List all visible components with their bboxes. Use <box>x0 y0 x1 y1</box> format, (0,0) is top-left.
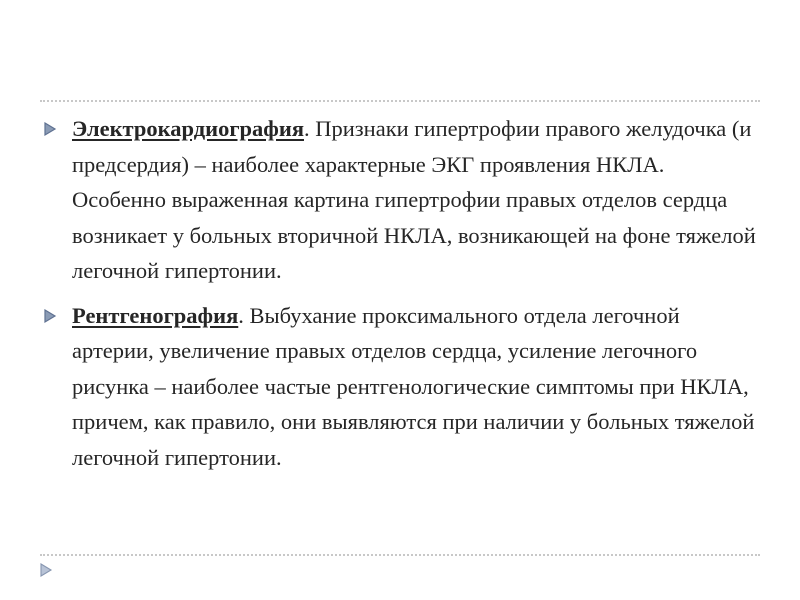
bullet-electrocardiography <box>40 111 760 289</box>
bullet-text-electrocardiography: . Признаки гипертрофии правого желудочка (и предсердия) – наиболее характерные ЭКГ проявления НКЛА. Особенно выраженная картина гипертрофии правых отделов сердца возникает у больных вторичной НКЛА, возникающей на фоне тяжелой легочной гипертонии. <box>72 116 756 283</box>
bullet-triangle-icon <box>42 121 58 137</box>
bottom-divider <box>40 554 760 556</box>
bullet-triangle-icon <box>42 308 58 324</box>
term-radiography: Рентгенография <box>72 302 239 328</box>
term-electrocardiography: Электрокардиография <box>72 116 304 141</box>
bullet-text-radiography: . Выбухание проксимального отдела легочной артерии, увеличение правых отделов сердца, усиление легочного рисунка – наиболее частые рентгенологические симптомы при НКЛА, причем, как правило, они выявляются при наличии у больных тяжелой легочной гипертонии. <box>72 302 755 470</box>
bullet-radiography <box>40 298 760 476</box>
slide-content <box>40 111 760 484</box>
top-divider <box>40 100 760 102</box>
triangle-right-icon[interactable] <box>38 562 54 578</box>
